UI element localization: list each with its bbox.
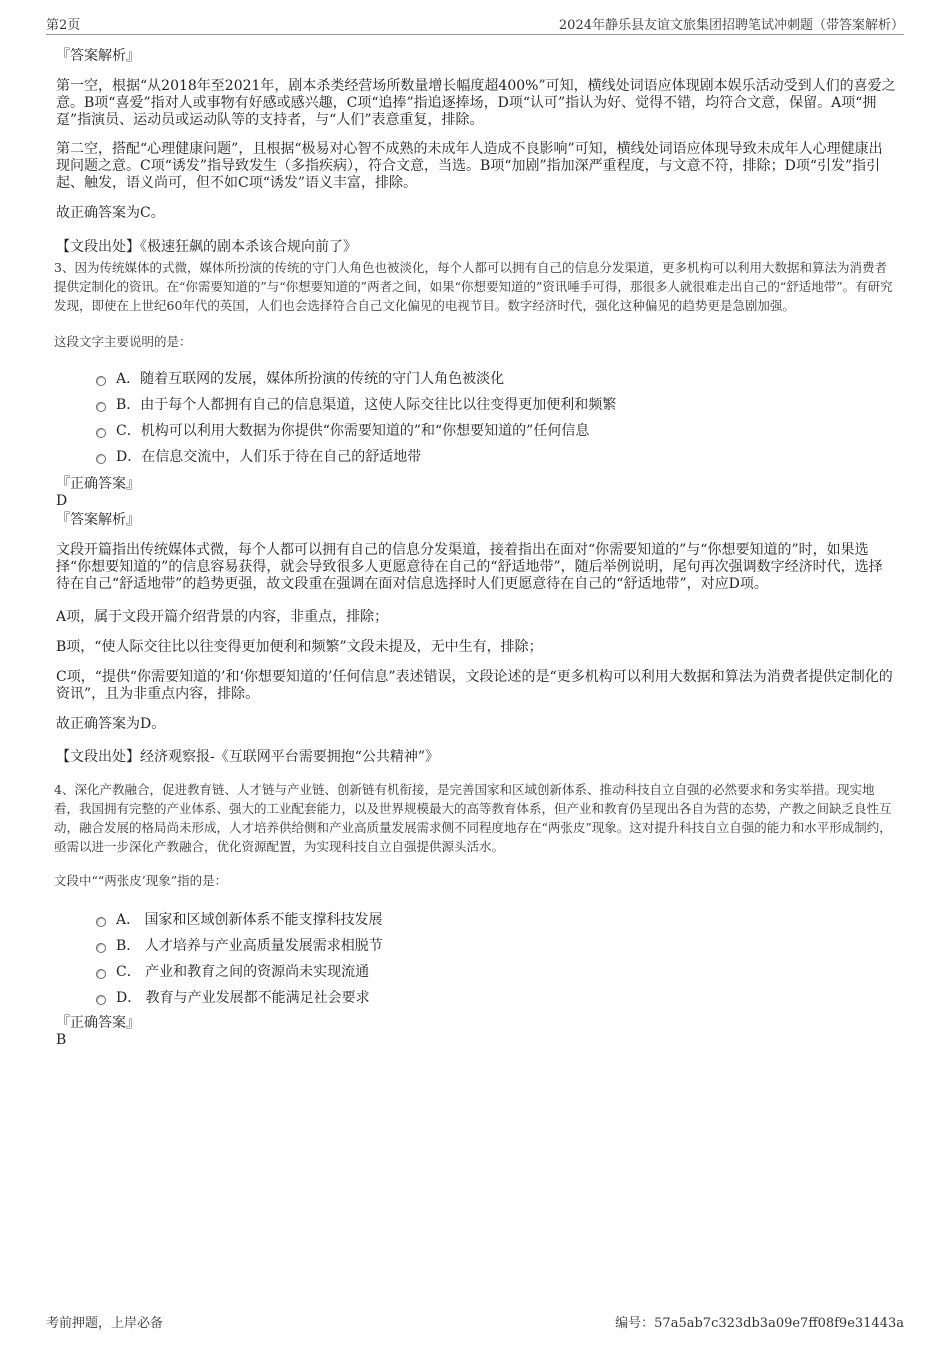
radio-icon[interactable] [96,376,106,386]
radio-icon[interactable] [96,943,106,953]
question-text: 4、深化产教融合，促进教育链、人才链与产业链、创新链有机衔接，是完善国家和区域创新体系、推动科技自立自强的必然要求和务实举措。现实地看，我国拥有完整的产业体系、强大的工业配套能力，以及世界规模最大的高等教育体系，但产业和教育仍呈现出各自为营的态势，产教之间缺乏良性互动，融合发展的格局尚未形成，人才培养供给侧和产业高质量发展需求侧不同程度地存在“两张皮”现象。这对提升科技自立自强的能力和水平形成制约，亟需以进一步深化产教融合，优化资源配置，为实现科技自立自强提供源头活水。 [54,782,892,854]
analysis-paragraph: 第二空，搭配“心理健康问题”，且根据“极易对心智不成熟的未成年人造成不良影响”可知，横线处词语应体现导致未成年人心理健康出现问题之意。C项“诱发”指导致发生（多指疾病），符合文意，当选。B项“加剧”指加深严重程度，与文意不符，排除；D项“引发”指引起、触发，语义尚可，但不如C项“诱发”语义丰富，排除。 [56,141,883,191]
option-a[interactable] [96,907,896,933]
footer-slogan: 考前押题，上岸必备 [46,1316,164,1331]
question-prompt: 文段中““两张皮’现象”指的是： [54,873,228,888]
correct-answer: D [56,493,68,509]
page-number: 第2页 [46,18,81,33]
page-content [56,48,896,1049]
option-label: A．随着互联网的发展，媒体所扮演的传统的守门人角色被淡化 [116,371,505,387]
option-label: D． 教育与产业发展都不能满足社会要求 [116,990,370,1006]
option-b[interactable] [96,392,896,418]
radio-icon[interactable] [96,428,106,438]
analysis-paragraph: A项，属于文段开篇介绍背景的内容，非重点，排除； [56,609,389,625]
radio-icon[interactable] [96,402,106,412]
page-footer [46,1312,904,1330]
radio-icon[interactable] [96,917,106,927]
analysis-paragraph: 文段开篇指出传统媒体式微，每个人都可以拥有自己的信息分发渠道，接着指出在面对“你需要知道的”与“你想要知道的”时，如果选择“你想要知道的”的信息容易获得，就会导致很多人更愿意待在自己的“舒适地带”，随后举例说明，尾句再次强调数字经济时代，选择待在自己“舒适地带”的趋势更强，故文段重在强调在面对信息选择时人们更愿意待在自己的“舒适地带”，对应D项。 [56,542,883,592]
footer-serial: 编号：57a5ab7c323db3a09e7ff08f9e31443a [615,1316,904,1331]
radio-icon[interactable] [96,454,106,464]
option-d[interactable] [96,444,896,470]
option-a[interactable] [96,366,896,392]
analysis-label: 『答案解析』 [56,48,140,64]
analysis-conclusion: 故正确答案为C。 [56,205,165,221]
option-label: B． 人才培养与产业高质量发展需求相脱节 [116,938,383,954]
analysis-conclusion: 故正确答案为D。 [56,716,166,732]
option-list [96,366,896,470]
correct-answer-label: 『正确答案』 [56,476,140,492]
question-prompt: 这段文字主要说明的是： [54,334,192,349]
option-d[interactable] [96,985,896,1011]
correct-answer-label: 『正确答案』 [56,1015,140,1031]
analysis-paragraph: C项，“提供“你需要知道的’和‘你想要知道的’任何信息”表述错误，文段论述的是“更多机构可以利用大数据和算法为消费者提供定制化的资讯”，且为非重点内容，排除。 [56,669,893,702]
option-label: C．机构可以利用大数据为你提供“你需要知道的”和“你想要知道的”任何信息 [116,423,590,439]
option-b[interactable] [96,933,896,959]
analysis-paragraph: B项，“使人际交往比以往变得更加便利和频繁”文段未提及，无中生有，排除； [56,639,543,655]
source-citation: 【文段出处】经济观察报-《互联网平台需要拥抱“公共精神”》 [56,749,440,765]
option-label: D．在信息交流中，人们乐于待在自己的舒适地带 [116,449,422,465]
radio-icon[interactable] [96,995,106,1005]
source-citation: 【文段出处】《极速狂飙的剧本杀该合规向前了》 [56,239,357,255]
radio-icon[interactable] [96,969,106,979]
option-label: B．由于每个人都拥有自己的信息渠道，这使人际交往比以往变得更加便利和频繁 [116,397,617,413]
analysis-paragraph: 第一空，根据“从2018年至2021年，剧本杀类经营场所数量增长幅度超400%”可知，横线处词语应体现剧本娱乐活动受到人们的喜爱之意。B项“喜爱”指对人或事物有好感或感兴趣，C项“追捧”指追逐捧场，D项“认可”指认为好、觉得不错，均符合文意，保留。A项“拥趸”指演员、运动员或运动队等的支持者，与“人们”表意重复，排除。 [56,78,896,128]
document-title: 2024年静乐县友谊文旅集团招聘笔试冲刺题（带答案解析） [558,18,904,33]
correct-answer: B [56,1032,67,1048]
option-c[interactable] [96,418,896,444]
option-list [96,907,896,1011]
option-c[interactable] [96,959,896,985]
question-text: 3、因为传统媒体的式微，媒体所扮演的传统的守门人角色也被淡化，每个人都可以拥有自己的信息分发渠道，更多机构可以利用大数据和算法为消费者提供定制化的资讯。在“你需要知道的”与“你想要知道的”两者之间，如果“你想要知道的”资讯唾手可得，那很多人就很难走出自己的“舒适地带”。有研究发现，即使在上世纪60年代的英国，人们也会选择符合自己文化偏见的电视节目。数字经济时代，强化这种偏见的趋势更是急剧加强。 [54,260,893,313]
option-label: A． 国家和区域创新体系不能支撑科技发展 [116,912,383,928]
analysis-label: 『答案解析』 [56,512,140,528]
option-label: C． 产业和教育之间的资源尚未实现流通 [116,964,370,980]
page-header [46,14,904,35]
